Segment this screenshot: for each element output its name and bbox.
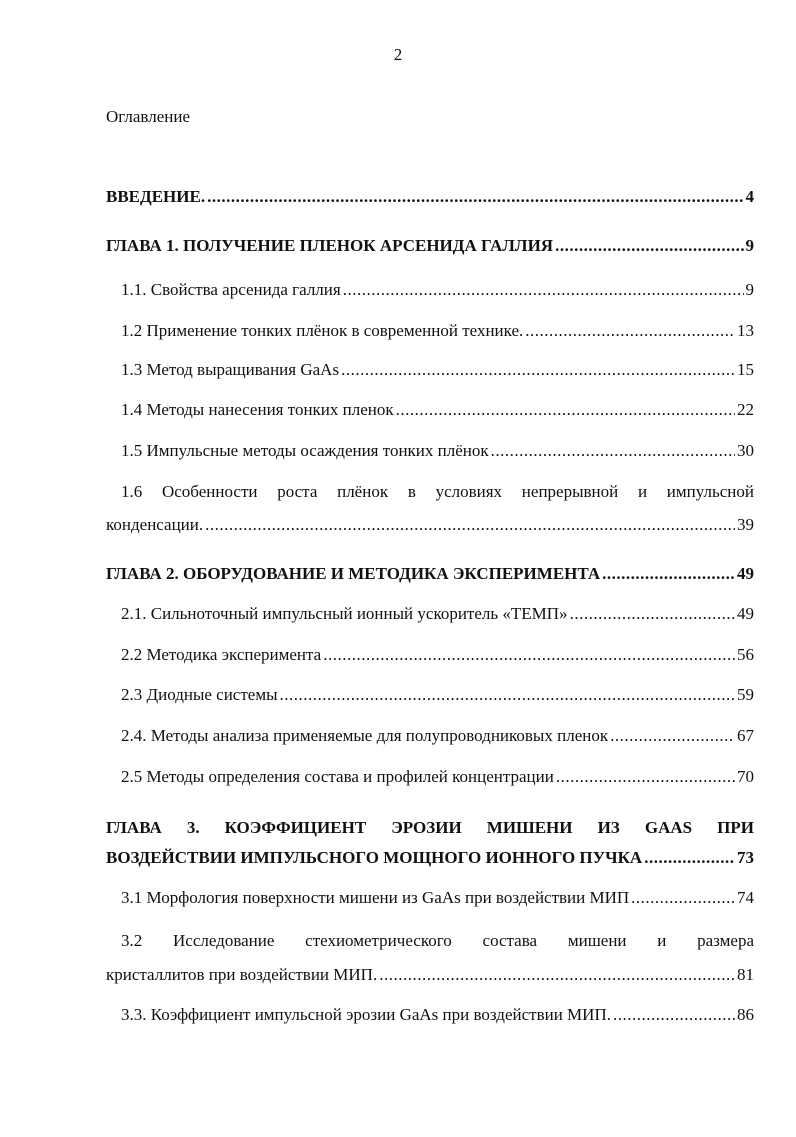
dot-leader bbox=[525, 320, 735, 342]
dot-leader bbox=[613, 1004, 735, 1026]
dot-leader bbox=[644, 847, 735, 869]
dot-leader bbox=[205, 514, 735, 536]
toc-entry-line: 3.2 Исследование стехиометрического состава мишени и размера bbox=[121, 931, 754, 950]
toc-entry bbox=[106, 964, 754, 986]
toc-entry bbox=[121, 1004, 754, 1026]
toc-entry-page: 49 bbox=[737, 604, 754, 623]
toc-entry-page: 70 bbox=[737, 767, 754, 786]
toc-entry-title: 1.5 Импульсные методы осаждения тонких плёнок bbox=[121, 441, 489, 460]
toc-entry bbox=[106, 563, 754, 585]
toc-entry-page: 15 bbox=[737, 360, 754, 379]
toc-title: Оглавление bbox=[106, 107, 190, 126]
toc-entry-title: 2.4. Методы анализа применяемые для полупроводниковых пленок bbox=[121, 726, 609, 745]
toc-entry bbox=[106, 514, 754, 536]
toc-entry-page: 74 bbox=[737, 888, 754, 907]
page-number: 2 bbox=[393, 45, 403, 64]
toc-entry-page: 4 bbox=[745, 187, 754, 206]
dot-leader bbox=[610, 725, 735, 747]
toc-entry-page: 67 bbox=[737, 726, 754, 745]
toc-entry-title: 1.2 Применение тонких плёнок в современной технике. bbox=[121, 321, 524, 340]
toc-entry bbox=[121, 725, 754, 747]
toc-entry-page: 9 bbox=[745, 280, 754, 299]
toc-entry-title: 1.1. Свойства арсенида галлия bbox=[121, 280, 341, 299]
toc-entry-page: 56 bbox=[737, 645, 754, 664]
toc-entry-page: 22 bbox=[737, 400, 754, 419]
toc-entry bbox=[121, 887, 754, 909]
toc-entry bbox=[121, 279, 754, 301]
dot-leader bbox=[379, 964, 735, 986]
dot-leader bbox=[280, 684, 735, 706]
dot-leader bbox=[343, 279, 744, 301]
toc-entry bbox=[121, 320, 754, 342]
toc-entry bbox=[106, 847, 754, 869]
toc-entry-title: 3.3. Коэффициент импульсной эрозии GaAs при воздействии МИП. bbox=[121, 1005, 611, 1024]
toc-entry-page: 30 bbox=[737, 441, 754, 460]
toc-entry-page: 13 bbox=[737, 321, 754, 340]
toc-entry bbox=[121, 440, 754, 462]
toc-entry-page: 39 bbox=[737, 515, 754, 534]
toc-entry-page: 86 bbox=[737, 1005, 754, 1024]
toc-entry bbox=[121, 644, 754, 666]
dot-leader bbox=[631, 887, 735, 909]
toc-entry bbox=[106, 186, 754, 208]
dot-leader bbox=[491, 440, 735, 462]
toc-entry-title: ГЛАВА 2. ОБОРУДОВАНИЕ И МЕТОДИКА ЭКСПЕРИМЕНТА bbox=[106, 564, 601, 583]
toc-entry-page: 49 bbox=[737, 564, 754, 583]
toc-entry bbox=[121, 766, 754, 788]
toc-entry-page: 9 bbox=[745, 236, 754, 255]
toc-entry-page: 81 bbox=[737, 965, 754, 984]
dot-leader bbox=[602, 563, 735, 585]
toc-entry-title: конденсации. bbox=[106, 515, 204, 534]
dot-leader bbox=[341, 359, 735, 381]
dot-leader bbox=[207, 186, 743, 208]
dot-leader bbox=[570, 603, 735, 625]
toc-entry-title: ВОЗДЕЙСТВИИ ИМПУЛЬСНОГО МОЩНОГО ИОННОГО ПУЧКА bbox=[106, 848, 643, 867]
toc-entry-title: кристаллитов при воздействии МИП. bbox=[106, 965, 378, 984]
toc-entry-title: 2.5 Методы определения состава и профилей концентрации bbox=[121, 767, 554, 786]
toc-entry-page: 59 bbox=[737, 685, 754, 704]
dot-leader bbox=[323, 644, 735, 666]
toc-entry-page: 73 bbox=[737, 848, 754, 867]
toc-entry bbox=[121, 399, 754, 421]
dot-leader bbox=[556, 766, 735, 788]
toc-entry-title: 1.4 Методы нанесения тонких пленок bbox=[121, 400, 394, 419]
dot-leader bbox=[396, 399, 735, 421]
toc-entry-title: ГЛАВА 1. ПОЛУЧЕНИЕ ПЛЕНОК АРСЕНИДА ГАЛЛИЯ bbox=[106, 236, 554, 255]
toc-entry-title: 1.3 Метод выращивания GaAs bbox=[121, 360, 340, 379]
toc-entry-title: 2.2 Методика эксперимента bbox=[121, 645, 322, 664]
toc-entry-title: 2.3 Диодные системы bbox=[121, 685, 278, 704]
toc-entry-title: 3.1 Морфология поверхности мишени из GaAs при воздействии МИП bbox=[121, 888, 630, 907]
toc-entry bbox=[121, 603, 754, 625]
dot-leader bbox=[555, 235, 743, 257]
toc-entry bbox=[121, 359, 754, 381]
toc-entry bbox=[121, 684, 754, 706]
toc-entry bbox=[106, 235, 754, 257]
toc-entry-title: ВВЕДЕНИЕ. bbox=[106, 187, 206, 206]
toc-entry-line: ГЛАВА 3. КОЭФФИЦИЕНТ ЭРОЗИИ МИШЕНИ ИЗ GAAS ПРИ bbox=[106, 818, 754, 837]
toc-entry-title: 2.1. Сильноточный импульсный ионный ускоритель «ТЕМП» bbox=[121, 604, 568, 623]
toc-entry-line: 1.6 Особенности роста плёнок в условиях непрерывной и импульсной bbox=[121, 482, 754, 501]
